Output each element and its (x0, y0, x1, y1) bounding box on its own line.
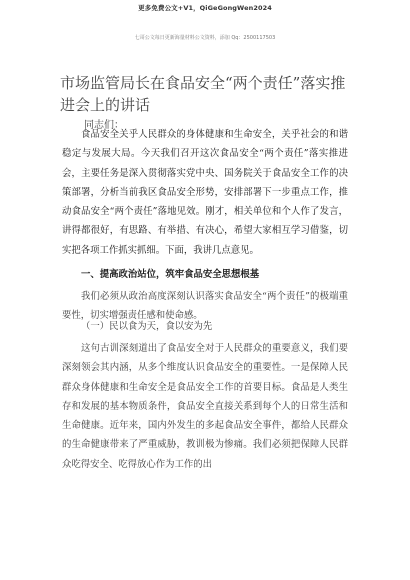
subsection-heading-1: （一）民以食为天，食以安为先 (81, 321, 213, 332)
paragraph-intro: 食品安全关乎人民群众的身体健康和生命安全，关乎社会的和谐稳定与发展大局。今天我们召开这次食品安全“两个责任”落实推进会，主要任务是深入贯彻落实党中央、国务院关于食品安全工作的决策部署，分析当前我区食品安全形势，安排部署下一步重点工作，推动食品安全“两个责任”落地见效。刚才，相关单位和个人作了发言，讲得都很好，有思路、有举措、有决心，希望大家相互学习借鉴，切实把各项工作抓实抓细。下面，我讲几点意见。 (62, 129, 348, 256)
section-heading-1: 一、提高政治站位，筑牢食品安全思想根基 (81, 269, 260, 280)
top-banner: 更多免费公文+V1，QiGeGongWen2024 (138, 4, 272, 12)
paragraph-subsection-1: 这句古训深刻道出了食品安全对于人民群众的重要意义，我们要深刻领会其内涵，从多个维度认识食品安全的重要性。一是保障人民群众身体健康和生命安全是食品安全工作的首要目标。食品是人类生存和发展的基本物质条件，食品安全直接关系到每个人的日常生活和生命健康。近年来，国内外发生的多起食品安全事件，都给人民群众的生命健康带来了严重威胁，教训极为惨痛。我们必须把保障人民群众吃得安全、吃得放心作为工作的出 (62, 343, 348, 470)
document-title: 市场监管局长在食品安全“两个责任”落实推进会上的讲话 (60, 74, 346, 114)
paragraph-section-1: 我们必须从政治高度深刻认识落实食品安全“两个责任”的极端重要性，切实增强责任感和使命感。 (62, 291, 348, 322)
sub-banner: 七哥公文每日更新海量材料公文资料，添加 Qq：2500117503 (134, 35, 276, 41)
salutation: 同志们： (84, 120, 124, 131)
